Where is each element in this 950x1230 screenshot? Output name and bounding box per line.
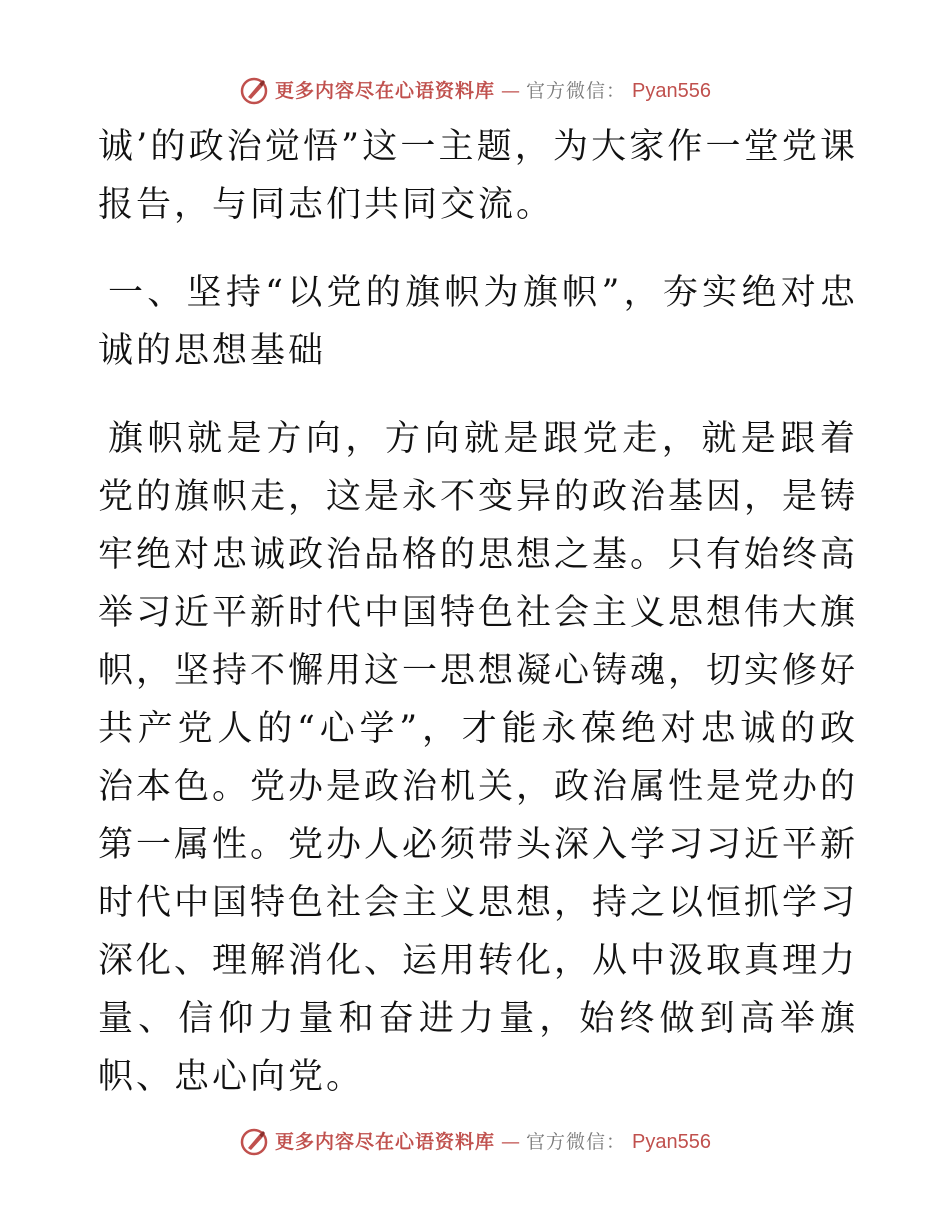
watermark-dash: — [501, 80, 521, 102]
intro-paragraph: 诚’的政治觉悟”这一主题，为大家作一堂党课报告，与同志们共同交流。 [98, 127, 858, 225]
watermark-brand: 更多内容尽在心语资料库 [275, 80, 496, 102]
watermark-dash: — [501, 1131, 521, 1153]
watermark-wechat-id: Pyan556 [632, 80, 711, 102]
footer-watermark [0, 1127, 950, 1157]
header-watermark [0, 76, 950, 106]
logo-icon [239, 1127, 269, 1157]
section-heading: 一、坚持“以党的旗帜为旗帜”，夯实绝对忠诚的思想基础 [98, 273, 858, 371]
watermark-wechat-id: Pyan556 [632, 1131, 711, 1153]
watermark-brand: 更多内容尽在心语资料库 [275, 1131, 496, 1153]
document-body [98, 118, 858, 1106]
logo-icon [239, 76, 269, 106]
body-paragraph: 旗帜就是方向，方向就是跟党走，就是跟着党的旗帜走，这是永不变异的政治基因，是铸牢绝对忠诚政治品格的思想之基。只有始终高举习近平新时代中国特色社会主义思想伟大旗帜，坚持不懈用这一思想凝心铸魂，切实修好共产党人的“心学”，才能永葆绝对忠诚的政治本色。党办是政治机关，政治属性是党办的第一属性。党办人必须带头深入学习习近平新时代中国特色社会主义思想，持之以恒抓学习深化、理解消化、运用转化，从中汲取真理力量、信仰力量和奋进力量，始终做到高举旗帜、忠心向党。 [98, 419, 859, 1097]
watermark-wechat-label: 官方微信： [526, 80, 627, 102]
watermark-wechat-label: 官方微信： [526, 1131, 627, 1153]
